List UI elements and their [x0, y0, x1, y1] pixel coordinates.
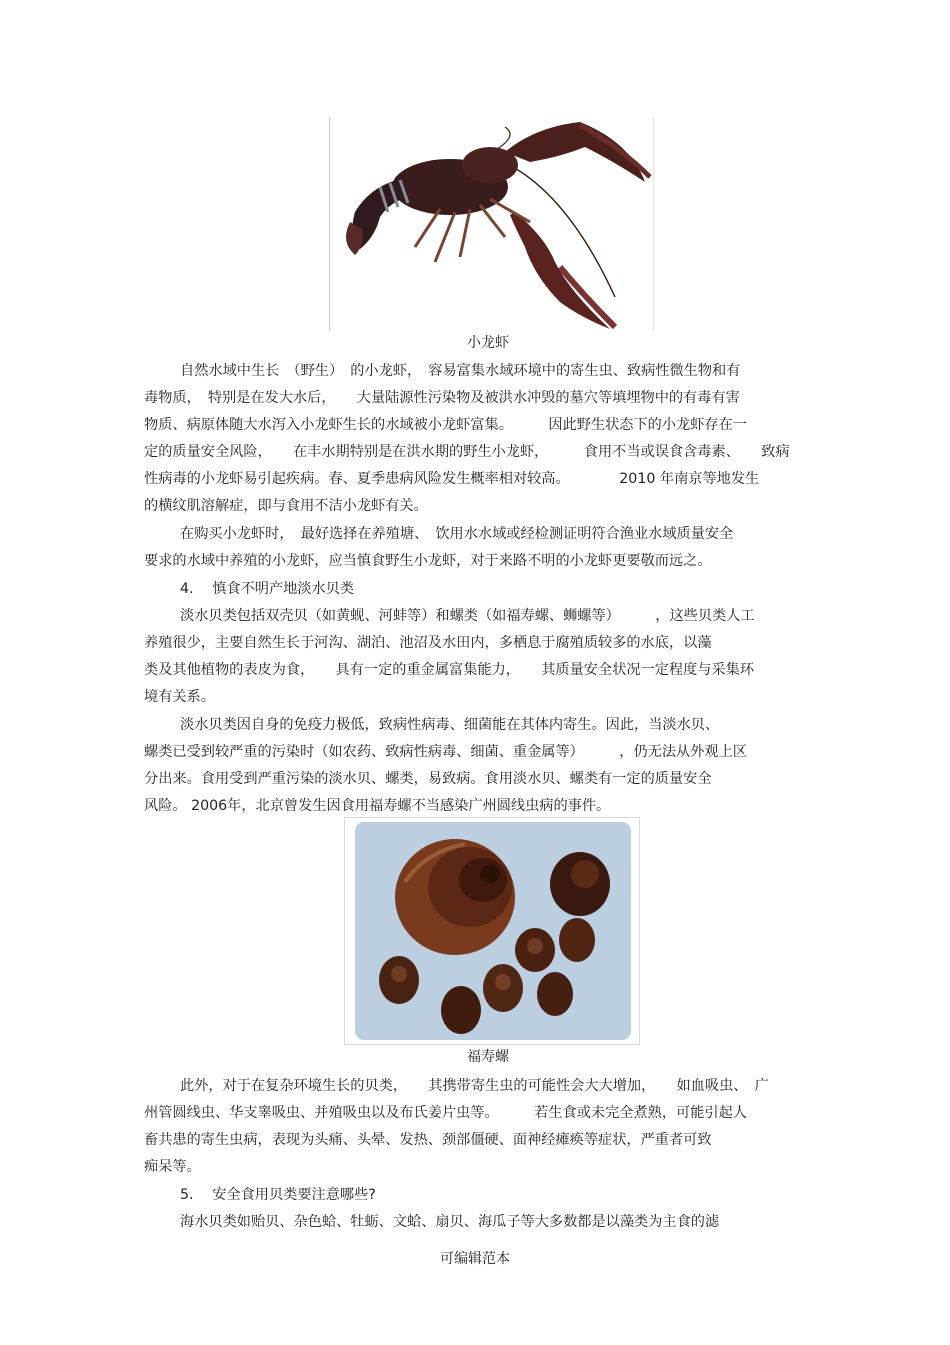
- paragraph-5-line-4: 痴呆等。: [144, 1159, 201, 1175]
- crayfish-photo: [329, 117, 654, 331]
- paragraph-6-line-1: 海水贝类如贻贝、杂色蛤、牡蛎、文蛤、扇贝、海瓜子等大多数都是以藻类为主食的滤: [180, 1214, 720, 1230]
- paragraph-5-line-1: 此外，对于在复杂环境生长的贝类， 其携带寄生虫的可能性会大大增加， 如血吸虫、 广: [180, 1078, 769, 1094]
- page-footer: 可编辑范本: [440, 1251, 510, 1267]
- paragraph-2-line-2: 要求的水域中养殖的小龙虾，应当慎食野生小龙虾，对于来路不明的小龙虾更要敬而远之。: [144, 553, 712, 569]
- paragraph-5-line-2: 州管圆线虫、华支睾吸虫、并殖吸虫以及布氏姜片虫等。 若生食或未完全煮熟，可能引起人: [144, 1105, 747, 1121]
- apple-snail-photo: [344, 817, 640, 1045]
- paragraph-1-line-4: 定的质量安全风险， 在丰水期特别是在洪水期的野生小龙虾， 食用不当或误食含毒素、 致病: [144, 444, 790, 460]
- paragraph-3-line-3: 类及其他植物的表皮为食， 具有一定的重金属富集能力， 其质量安全状况一定程度与采集环: [144, 662, 755, 678]
- paragraph-4-line-2: 螺类已受到较严重的污染时（如农药、致病性病毒、细菌、重金属等） ，仍无法从外观上区: [144, 744, 747, 760]
- paragraph-1-line-1: 自然水域中生长 （野生） 的小龙虾， 容易富集水域环境中的寄生虫、致病性微生物和有: [180, 363, 741, 379]
- paragraph-4-line-4: 风险。 2006年，北京曾发生因食用福寿螺不当感染广州圆线虫病的事件。: [144, 798, 611, 814]
- paragraph-3-line-1: 淡水贝类包括双壳贝（如黄蚬、河蚌等）和螺类（如福寿螺、蛳螺等） ，这些贝类人工: [180, 608, 755, 624]
- crayfish-caption: 小龙虾: [467, 335, 509, 351]
- snail-caption: 福寿螺: [467, 1049, 509, 1065]
- crayfish-icon: [330, 117, 653, 331]
- snail-icon: [355, 822, 631, 1040]
- paragraph-2-line-1: 在购买小龙虾时， 最好选择在养殖塘、 饮用水水域或经检测证明符合渔业水域质量安全: [180, 526, 734, 542]
- section-heading-4: 4. 慎食不明产地淡水贝类: [180, 581, 355, 597]
- paragraph-4-line-3: 分出来。食用受到严重污染的淡水贝、螺类，易致病。食用淡水贝、螺类有一定的质量安全: [144, 771, 712, 787]
- paragraph-1-line-6: 的横纹肌溶解症，即与食用不洁小龙虾有关。: [144, 498, 428, 514]
- paragraph-1-line-3: 物质、病原体随大水泻入小龙虾生长的水域被小龙虾富集。 因此野生状态下的小龙虾存在一: [144, 417, 747, 433]
- paragraph-1-line-5: 性病毒的小龙虾易引起疾病。春、夏季患病风险发生概率相对较高。 2010 年南京等地发生: [144, 471, 760, 487]
- paragraph-1-line-2: 毒物质， 特别是在发大水后， 大量陆源性污染物及被洪水冲毁的墓穴等填埋物中的有毒有害: [144, 390, 740, 406]
- paragraph-5-line-3: 畜共患的寄生虫病，表现为头痛、头晕、发热、颈部僵硬、面神经瘫痪等症状，严重者可致: [144, 1132, 712, 1148]
- paragraph-3-line-2: 养殖很少，主要自然生长于河沟、湖泊、池沼及水田内，多栖息于腐殖质较多的水底，以藻: [144, 635, 712, 651]
- paragraph-4-line-1: 淡水贝类因自身的免疫力极低，致病性病毒、细菌能在其体内寄生。因此，当淡水贝、: [180, 717, 720, 733]
- section-heading-5: 5. 安全食用贝类要注意哪些?: [180, 1187, 376, 1203]
- paragraph-3-line-4: 境有关系。: [144, 689, 215, 705]
